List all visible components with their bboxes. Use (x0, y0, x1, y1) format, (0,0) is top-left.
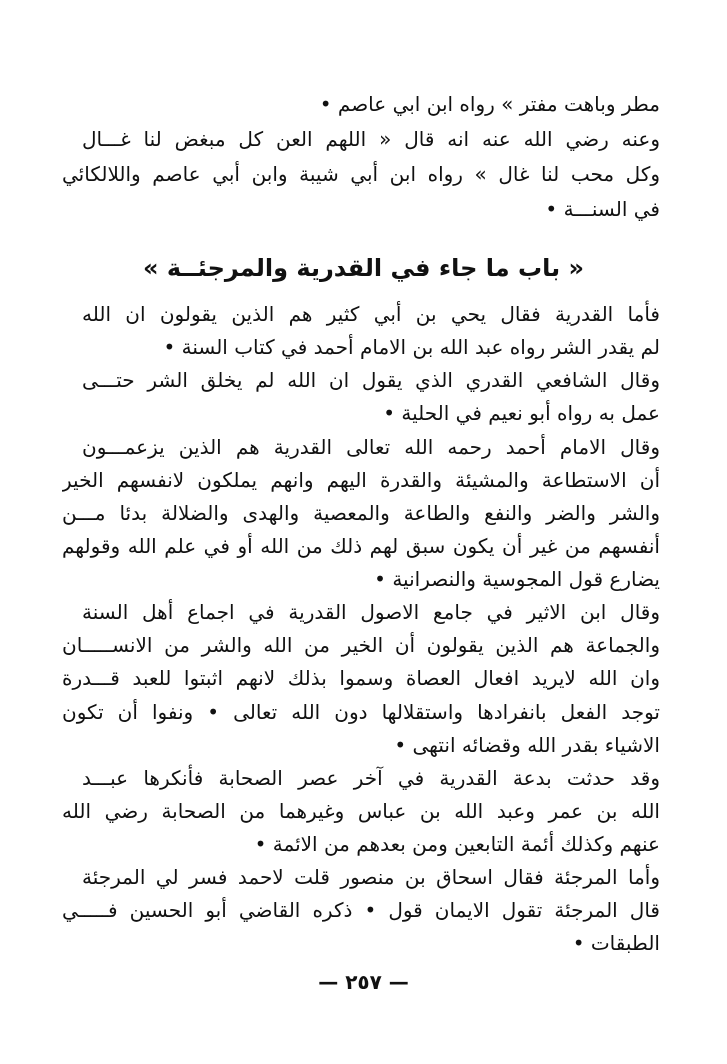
page-number: — ٢٥٧ — (318, 970, 409, 994)
text-line: وقال الشافعي القدري الذي يقول ان الله لم يخلق الشر حتـــى (82, 368, 660, 392)
text-line: عنهم وكذلك أئمة التابعين ومن بعدهم من الائمة • (254, 832, 660, 856)
text-line: أن الاستطاعة والمشيئة والقدرة اليهم وانهم يملكون لانفسهم الخير (62, 468, 660, 492)
text-line: يضارع قول المجوسية والنصرانية • (374, 567, 660, 591)
text-line: مطر وباهت مفتر » رواه ابن ابي عاصم • (319, 92, 660, 116)
main-text (62, 296, 660, 956)
text-line: وكل محب لنا غال » رواه ابن أبي شيبة وابن أبي عاصم واللالكائي (62, 162, 660, 186)
section-heading: « باب ما جاء في القدرية والمرجئــة » (142, 254, 585, 282)
text-line: توجد الفعل بانفرادها واستقلالها دون الله تعالى • ونفوا أن تكون (62, 700, 660, 724)
text-line: وقال ابن الاثير في جامع الاصول القدرية في اجماع أهل السنة (82, 600, 660, 624)
text-line: أنفسهم من غير أن يكون سبق لهم ذلك من الله أو في علم الله وقولهم (62, 534, 660, 558)
text-line: الاشياء بقدر الله وقضائه انتهى • (394, 733, 660, 757)
opening-paragraph (62, 86, 660, 230)
text-line: قال المرجئة تقول الايمان قول • ذكره القاضي أبو الحسين فـــــي (62, 898, 660, 922)
text-line: الله بن عمر وعبد الله بن عباس وغيرهما من الصحابة رضي الله (62, 799, 660, 823)
text-line: في السنـــة • (545, 197, 660, 221)
text-line: وأما المرجئة فقال اسحاق بن منصور قلت لاحمد فسر لي المرجئة (82, 865, 660, 889)
text-line: والجماعة هم الذين يقولون أن الخير من الله والشر من الانســـــان (62, 633, 660, 657)
text-line: وعنه رضي الله عنه انه قال « اللهم العن كل مبغض لنا غـــال (82, 127, 660, 151)
text-line: وان الله لايريد افعال العصاة وسموا بذلك لانهم اثبتوا للعبد قـــدرة (62, 666, 660, 690)
text-line: الطبقات • (572, 931, 660, 955)
text-line: وقد حدثت بدعة القدرية في آخر عصر الصحابة فأنكرها عبـــد (82, 766, 660, 790)
text-line: وقال الامام أحمد رحمه الله تعالى القدرية هم الذين يزعمـــون (82, 435, 660, 459)
text-line: فأما القدرية فقال يحي بن أبي كثير هم الذين يقولون ان الله (82, 302, 660, 326)
text-line: لم يقدر الشر رواه عبد الله بن الامام أحمد في كتاب السنة • (163, 335, 660, 359)
text-line: عمل به رواه أبو نعيم في الحلية • (383, 401, 660, 425)
text-line: والشر والضر والنفع والطاعة والمعصية والهدى والضلالة بدئا مـــن (62, 501, 660, 525)
